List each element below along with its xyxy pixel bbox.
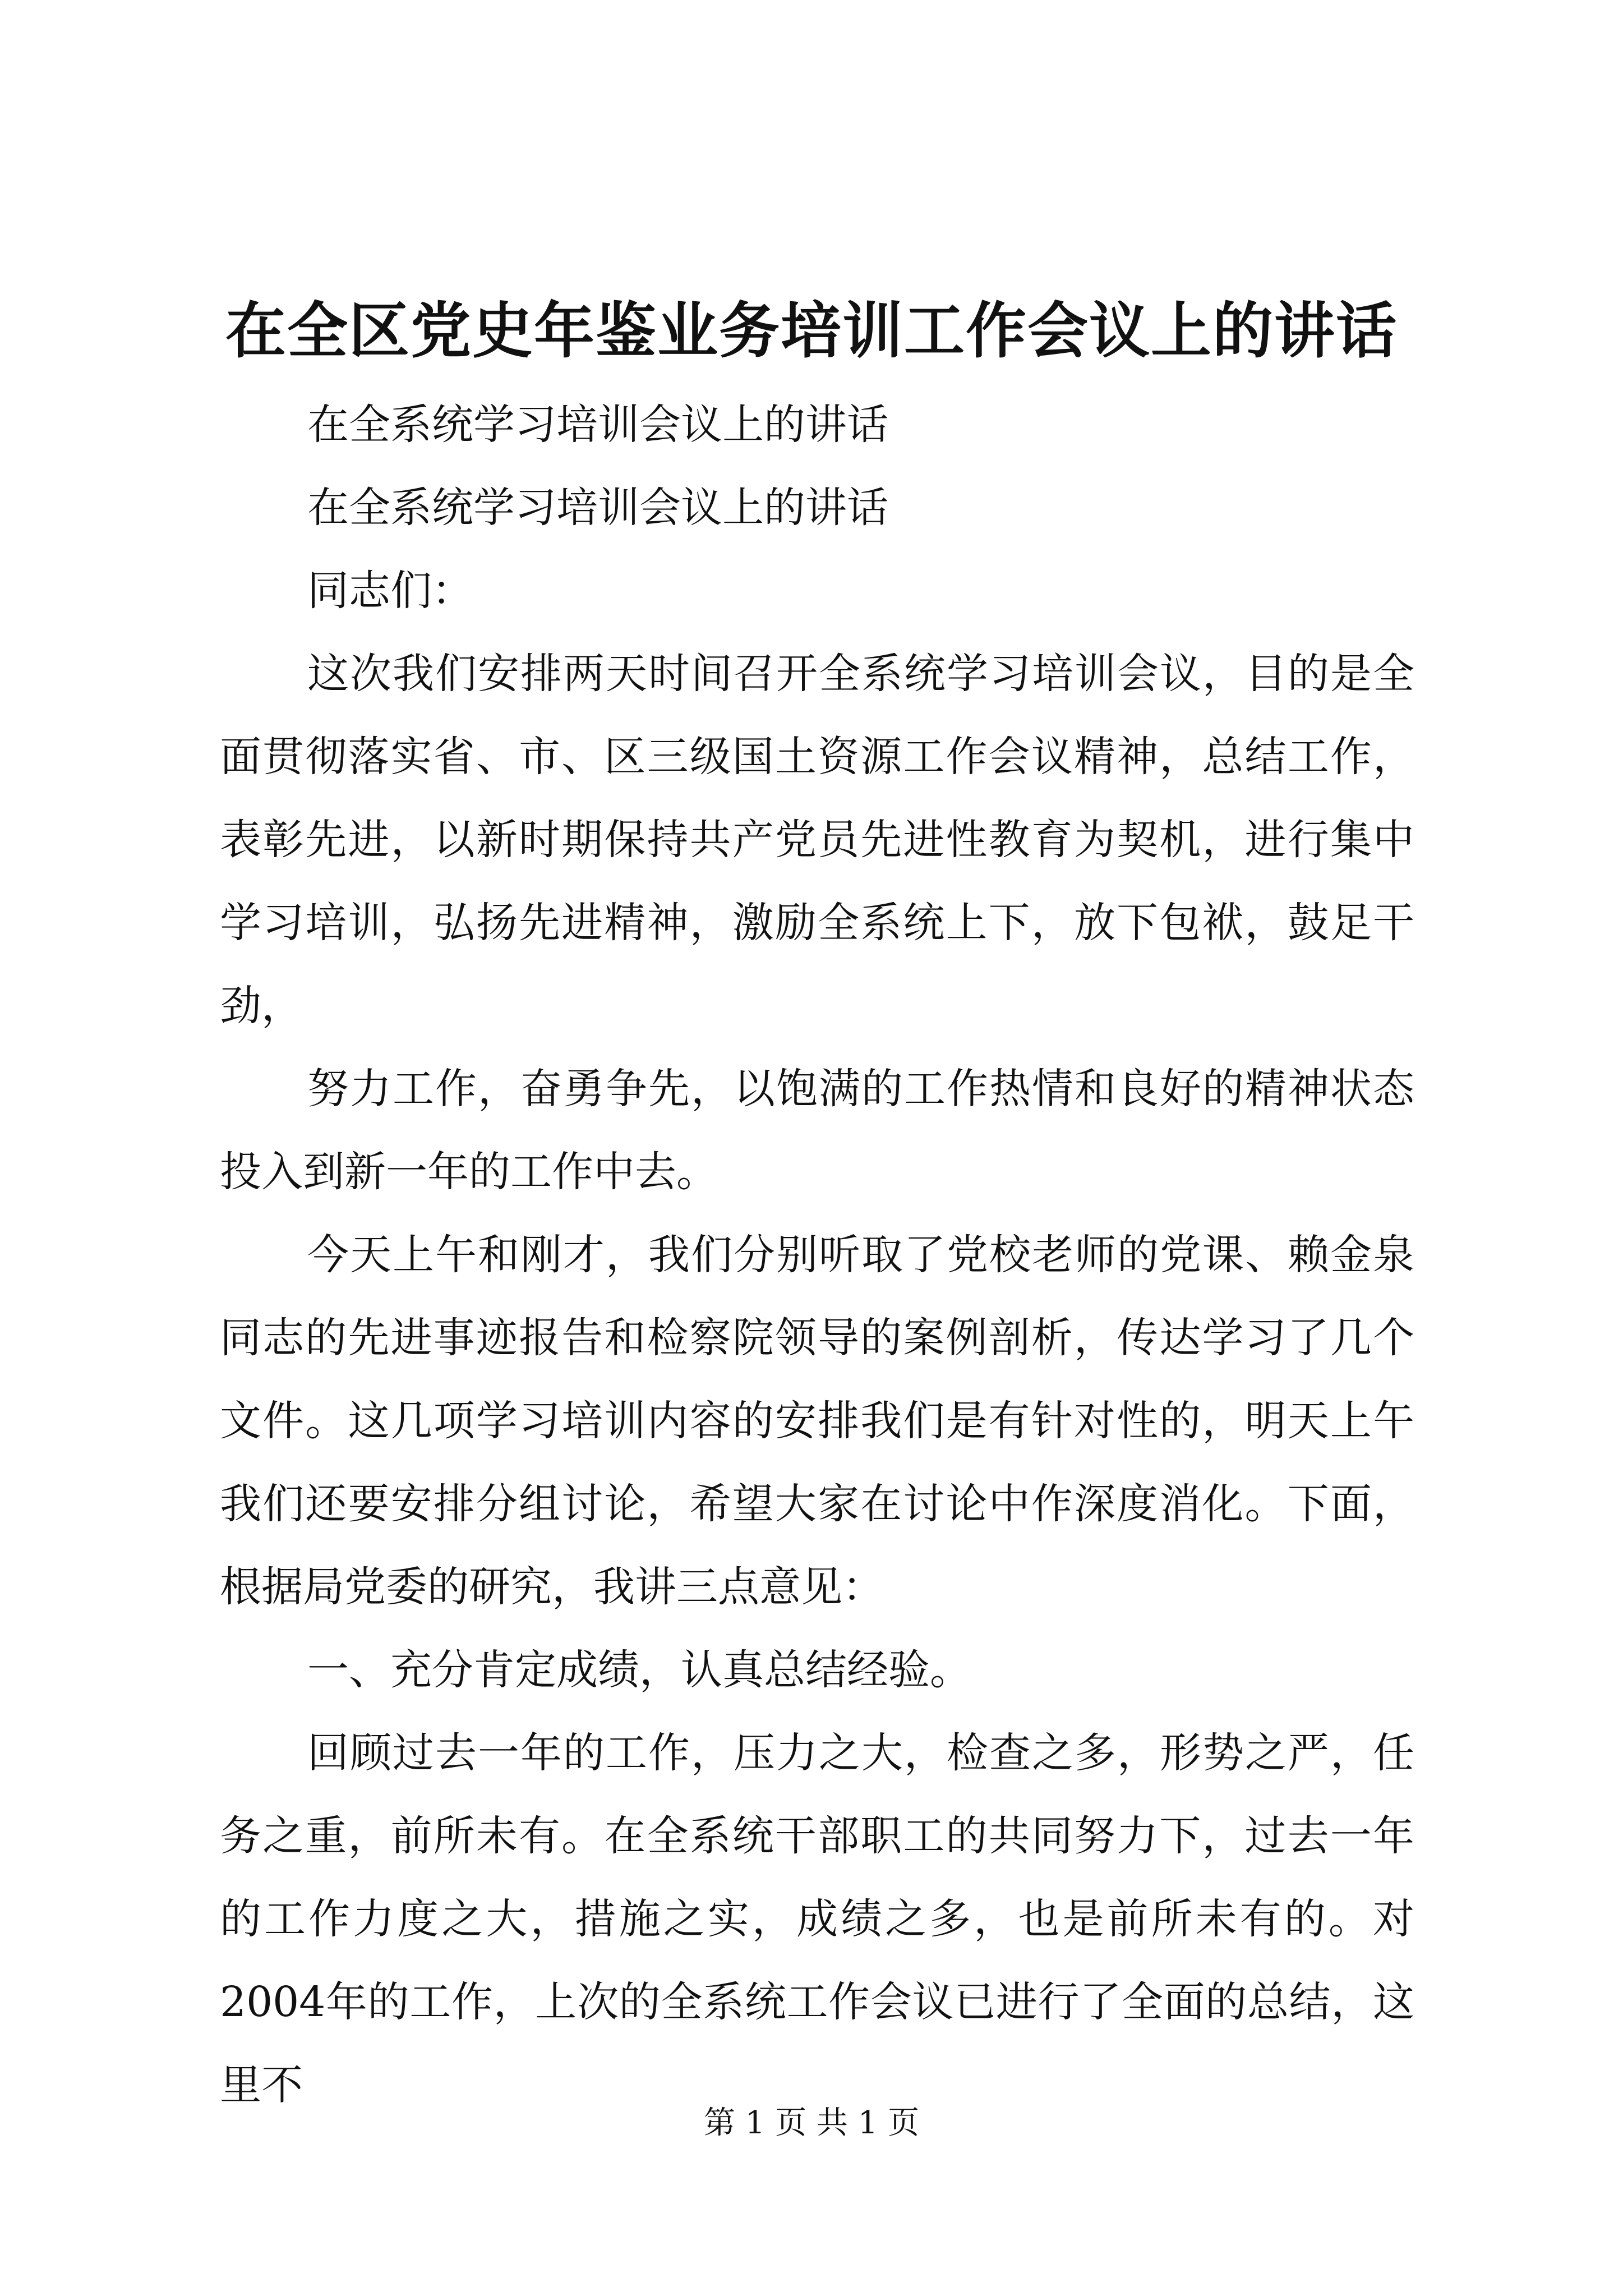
paragraph: 回顾过去一年的工作，压力之大，检查之多，形势之严，任务之重，前所未有。在全系统干部职工的共同努力下，过去一年的工作力度之大，措施之实，成绩之多，也是前所未有的。对2004年的工作，上次的全系统工作会议已进行了全面的总结，这里不 [220, 1729, 1414, 2109]
salutation: 同志们： [307, 567, 473, 615]
page-footer: 第 1 页 共 1 页 [703, 2105, 920, 2141]
document-title: 在全区党史年鉴业务培训工作会议上的讲话 [225, 296, 1398, 366]
paragraph: 在全系统学习培训会议上的讲话 [307, 401, 888, 449]
document-body [220, 383, 1414, 2127]
section-heading: 一、充分肯定成绩，认真总结经验。 [307, 1646, 971, 1694]
paragraph: 今天上午和刚才，我们分别听取了党校老师的党课、赖金泉同志的先进事迹报告和检察院领导的案例剖析，传达学习了几个文件。这几项学习培训内容的安排我们是有针对性的，明天上午我们还要安排分组讨论，希望大家在讨论中作深度消化。下面，根据局党委的研究，我讲三点意见： [220, 1231, 1414, 1611]
paragraph: 努力工作，奋勇争先，以饱满的工作热情和良好的精神状态投入到新一年的工作中去。 [220, 1065, 1414, 1196]
paragraph: 这次我们安排两天时间召开全系统学习培训会议，目的是全面贯彻落实省、市、区三级国土资源工作会议精神，总结工作，表彰先进，以新时期保持共产党员先进性教育为契机，进行集中学习培训，弘扬先进精神，激励全系统上下，放下包袱，鼓足干劲， [220, 650, 1414, 1030]
paragraph: 在全系统学习培训会议上的讲话 [307, 484, 888, 532]
